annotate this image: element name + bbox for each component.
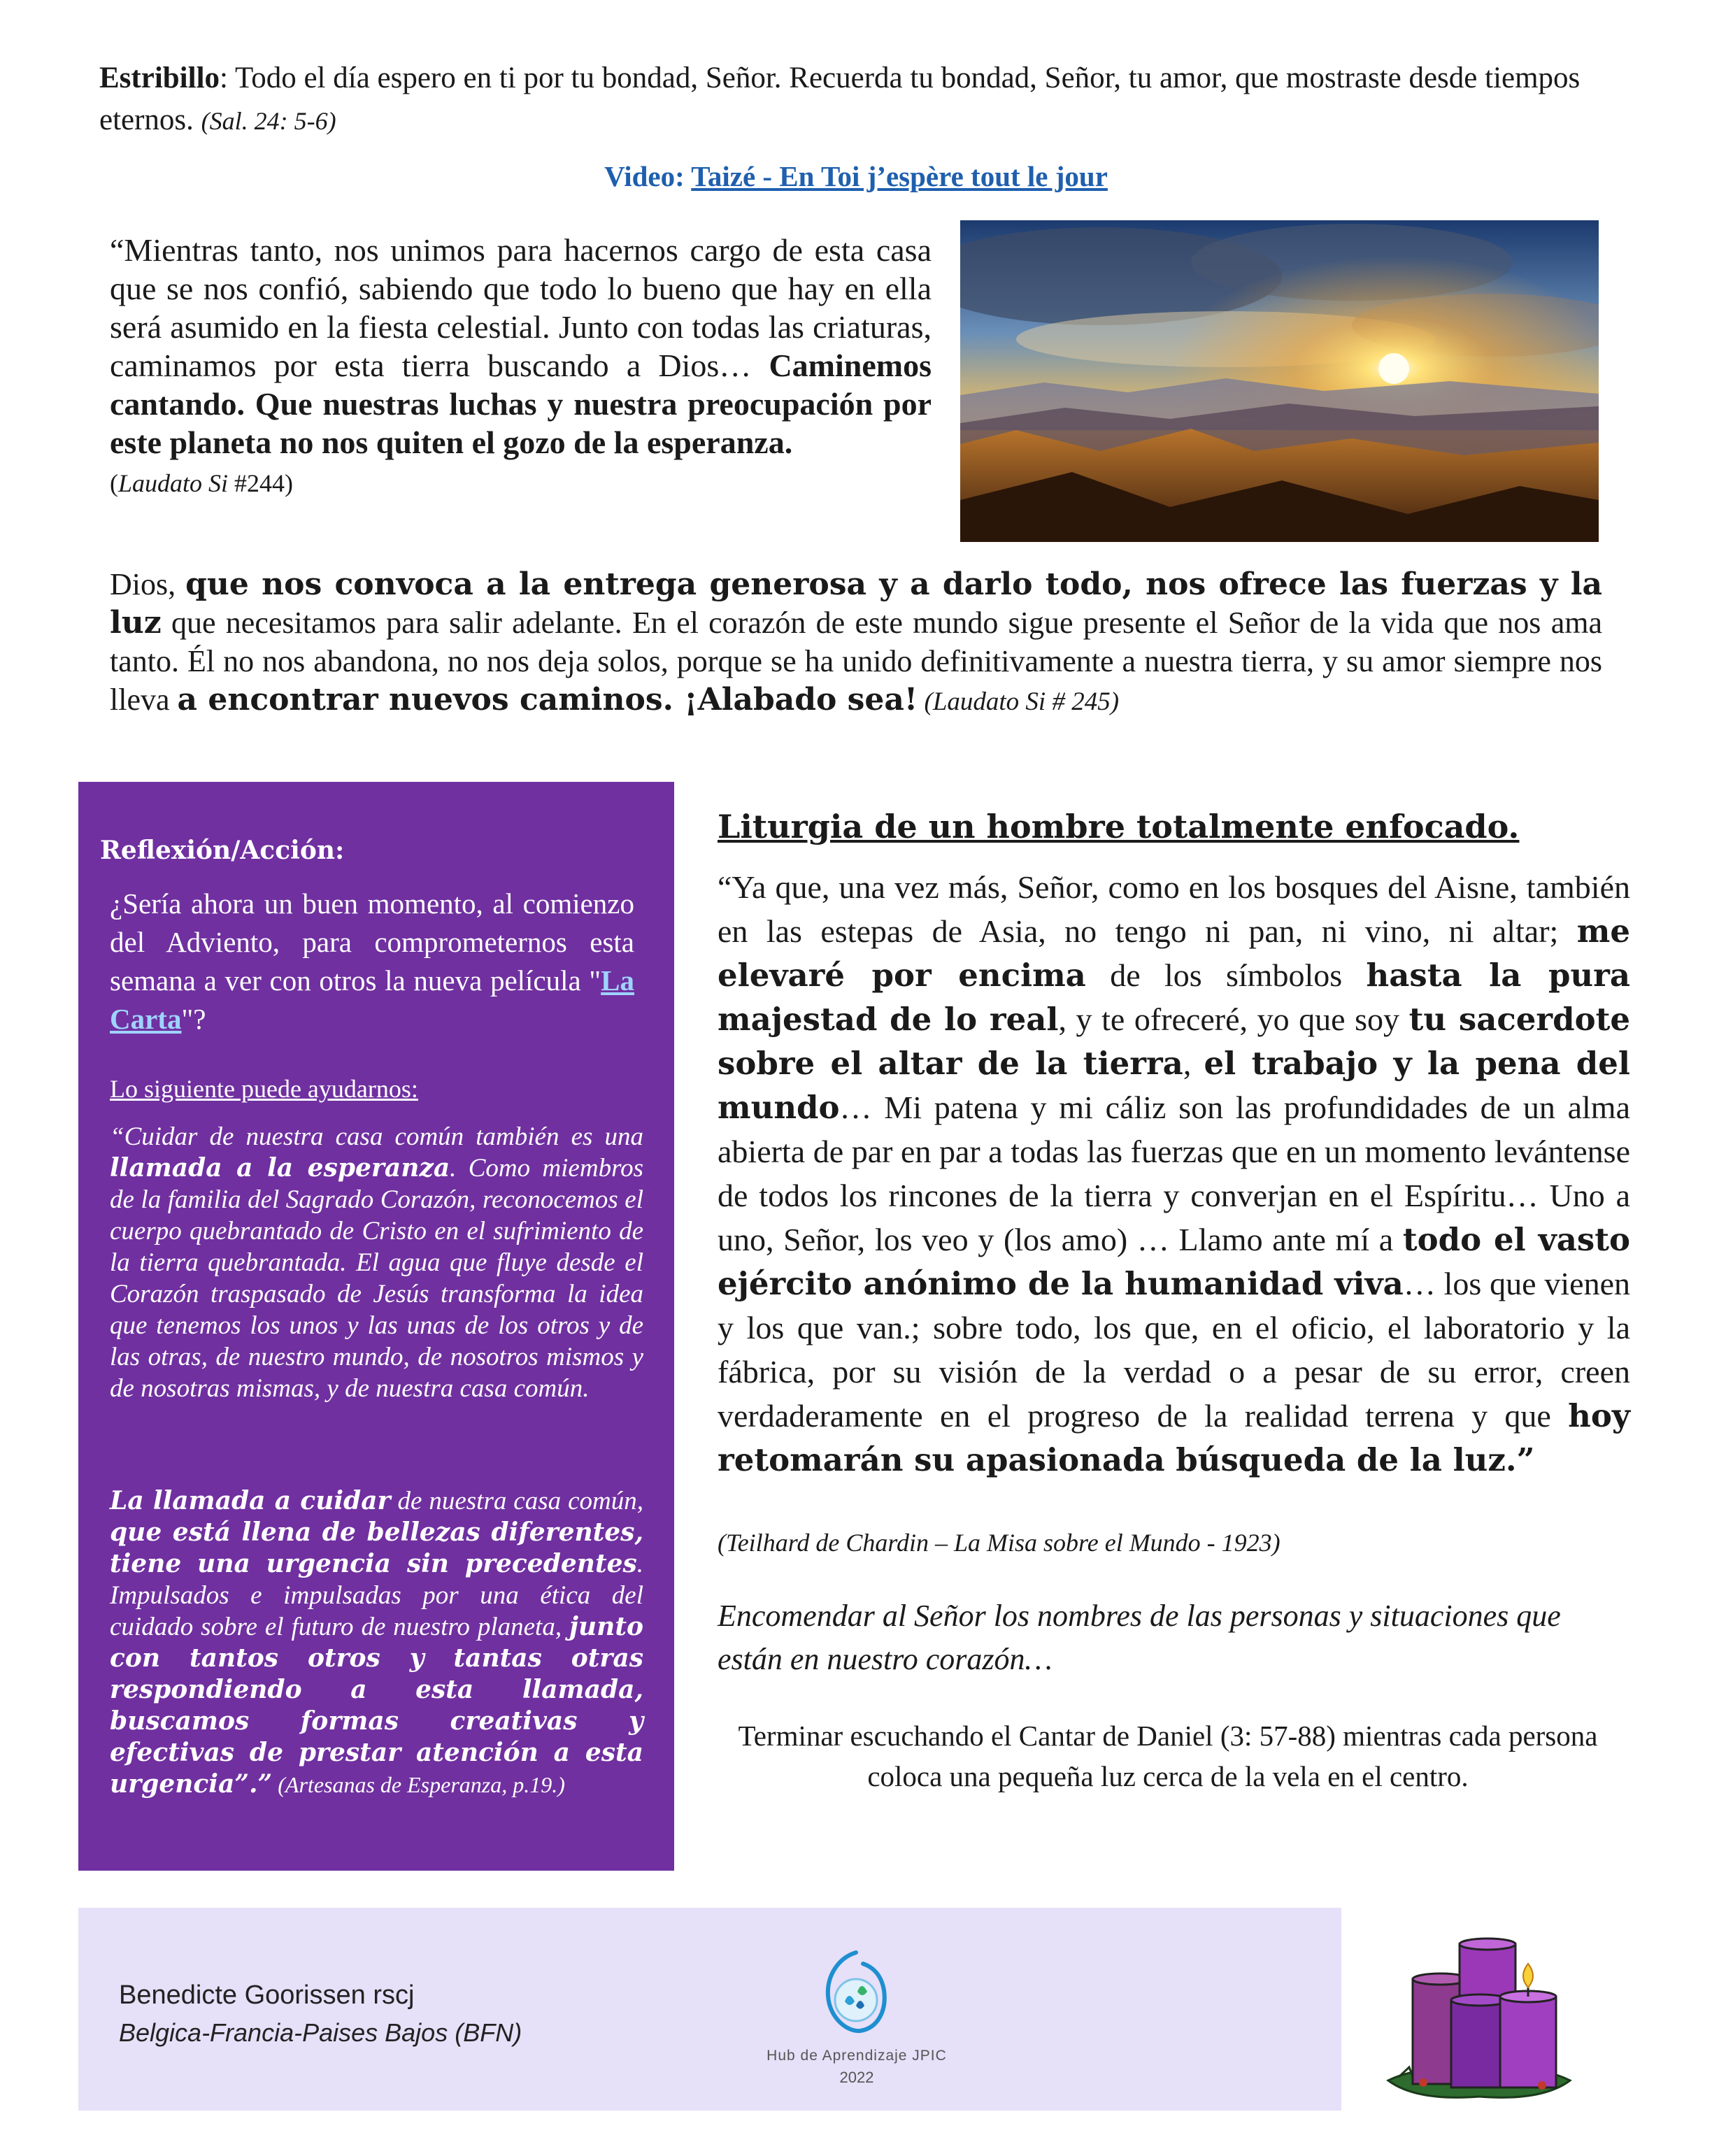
reflection-title: Reflexión/Acción: [100,836,345,865]
reflection-subtitle: Lo siguiente puede ayudarnos: [110,1075,418,1103]
estribillo-paragraph [99,57,1617,142]
lit-bold-4: el trabajo y la pena del mundo [718,1045,1630,1126]
liturgia-reference: (Teilhard de Chardin – La Misa sobre el Mundo - 1923) [718,1529,1281,1557]
p2-bold-e: junto con tantos otros y tantas otras respondiendo a esta llamada, buscamos formas creativas y efectivas de prestar atención a esta urgencia [110,1612,643,1799]
p1-text-a: “Cuidar de nuestra casa común también es una [110,1122,643,1151]
liturgia-body [718,865,1630,1482]
estribillo-text: : Todo el día espero en ti por tu bondad, Señor. Recuerda tu bondad, Señor, tu amor, que mostraste desde tiempos eternos. [99,62,1581,136]
p2-ref: (Artesanas de Esperanza, p.19.) [272,1772,565,1797]
dios-paragraph [110,565,1602,721]
question-end: "? [181,1003,206,1035]
quote-bold: Caminemos cantando. Que nuestras luchas y nuestra preocupación por este planeta no nos quiten el gozo de la esperanza. [110,348,932,460]
p2-bold-a: La llamada a cuidar [110,1486,391,1515]
lit-text-6: … los que vienen y los que van.; sobre todo, los que, en el oficio, el laboratorio y la fábrica, por su visión de la verdad o a pesar de su error, creen verdaderamente en el progreso de la realidad terrena y que [718,1266,1631,1434]
lit-bold-3: tu sacerdote sobre el altar de la tierra [718,1001,1630,1082]
p1-bold: llamada a la esperanza [110,1153,450,1183]
dios-bold-2: a encontrar nuevos caminos. ¡Alabado sea! [177,682,918,718]
author-name: Benedicte Goorissen rscj [119,1980,415,2010]
lit-text-5: … Mi patena y mi cáliz son las profundidades de un alma abierta de par en par a todas las fuerzas que en un momento levántense de todos los rincones de la tierra y converjan en el Espíritu… Uno a uno, Señor, los veo y (los amo) … Llamo ante mí a [718,1090,1630,1257]
advent-candles-icon [1381,1930,1577,2112]
estribillo-label: Estribillo [99,62,220,94]
question-text: ¿Sería ahora un buen momento, al comienzo del Adviento, para comprometernos esta semana a ver con otros la nueva película " [110,887,634,997]
hub-year: 2022 [839,2069,874,2086]
lit-text-3: , y te ofreceré, yo que soy [1058,1001,1409,1037]
estribillo-reference: (Sal. 24: 5-6) [201,107,336,135]
sunset-mountains-image [960,220,1599,542]
lit-text-2: de los símbolos [1085,957,1367,993]
dios-text-1: Dios, [110,567,186,601]
lit-bold-1: me elevaré por encima [718,913,1630,994]
terminar-text: Terminar escuchando el Cantar de Daniel (3: 57-88) mientras cada persona coloca una pequeña luz cerca de la vela en el centro. [738,1720,1598,1792]
encomendar-text: Encomendar al Señor los nombres de las personas y situaciones que están en nuestro corazón… [718,1599,1561,1676]
hub-name: Hub de Aprendizaje JPIC [766,2048,947,2064]
p2-bold-c: que está llena de bellezas diferentes, tiene una urgencia sin precedentes [110,1518,643,1578]
author-province: Belgica-Francia-Paises Bajos (BFN) [119,2018,522,2047]
lit-bold-5: todo el vasto ejército anónimo de la humanidad viva [718,1221,1631,1302]
dios-text-2: que necesitamos para salir adelante. En el corazón de este mundo sigue presente el Señor de la vida que nos ama tanto. Él no nos abandona, no nos deja solos, porque se ha unido definitivamente a nuestra tierra, y su amor siempre nos lleva [110,606,1602,717]
reflection-question [110,885,634,1038]
quote-ref-num: #244) [228,469,294,497]
quote-ref-open: ( [110,469,118,497]
laudato-si-quote [110,231,932,503]
lit-text-4: , [1183,1045,1204,1081]
dios-ref-num: # 245) [1046,687,1120,716]
lit-text-1: “Ya que, una vez más, Señor, como en los bosques del Aisne, también en las estepas de Asia, no tengo ni pan, ni vino, ni altar; [718,869,1630,949]
p2-text-b: de nuestra casa común, [390,1487,643,1515]
p1-text-c: . Como miembros de la familia del Sagrado Corazón, reconocemos el cuerpo quebrantado de Cristo en el sufrimiento de la tierra quebrantada. El agua que fluye desde el Corazón traspasado de Jesús transforma la idea que tenemos los unos y las unas de los otros y de las otras, de nuestro mundo, de nosotros mismos y de nosotras mismas, y de nuestra casa común. [110,1154,643,1403]
video-label: Video: [604,160,692,192]
liturgia-title: Liturgia de un hombre totalmente enfocado. [718,808,1520,845]
dios-bold-1: que nos convoca a la entrega generosa y a darlo todo, nos ofrece las fuerzas y la luz [110,566,1603,641]
dios-ref: (Laudato Si [918,687,1046,716]
lit-bold-2: hasta la pura majestad de lo real [718,957,1630,1038]
p2-text-d: . Impulsados e impulsadas por una ética del cuidado sobre el futuro de nuestro planeta, [110,1550,643,1641]
quote-ref: Laudato Si [118,469,229,497]
lit-bold-6: hoy retomarán su apasionada búsqueda de la luz.” [718,1397,1630,1478]
reflection-paragraph-1 [110,1121,643,1404]
p2-bold-f: ”.” [234,1769,273,1799]
la-carta-link[interactable]: La Carta [110,964,634,1035]
video-link[interactable]: Taizé - En Toi j’espère tout le jour [691,160,1108,192]
quote-text: “Mientras tanto, nos unimos para hacernos cargo de esta casa que se nos confió, sabiendo que todo lo bueno que hay en ella será asumido en la fiesta celestial. Junto con todas las criaturas, caminamos por esta tierra buscando a Dios… [110,232,932,383]
reflection-paragraph-2 [110,1485,643,1801]
jpic-hub-logo-icon [817,1946,895,2043]
video-line [0,159,1712,193]
